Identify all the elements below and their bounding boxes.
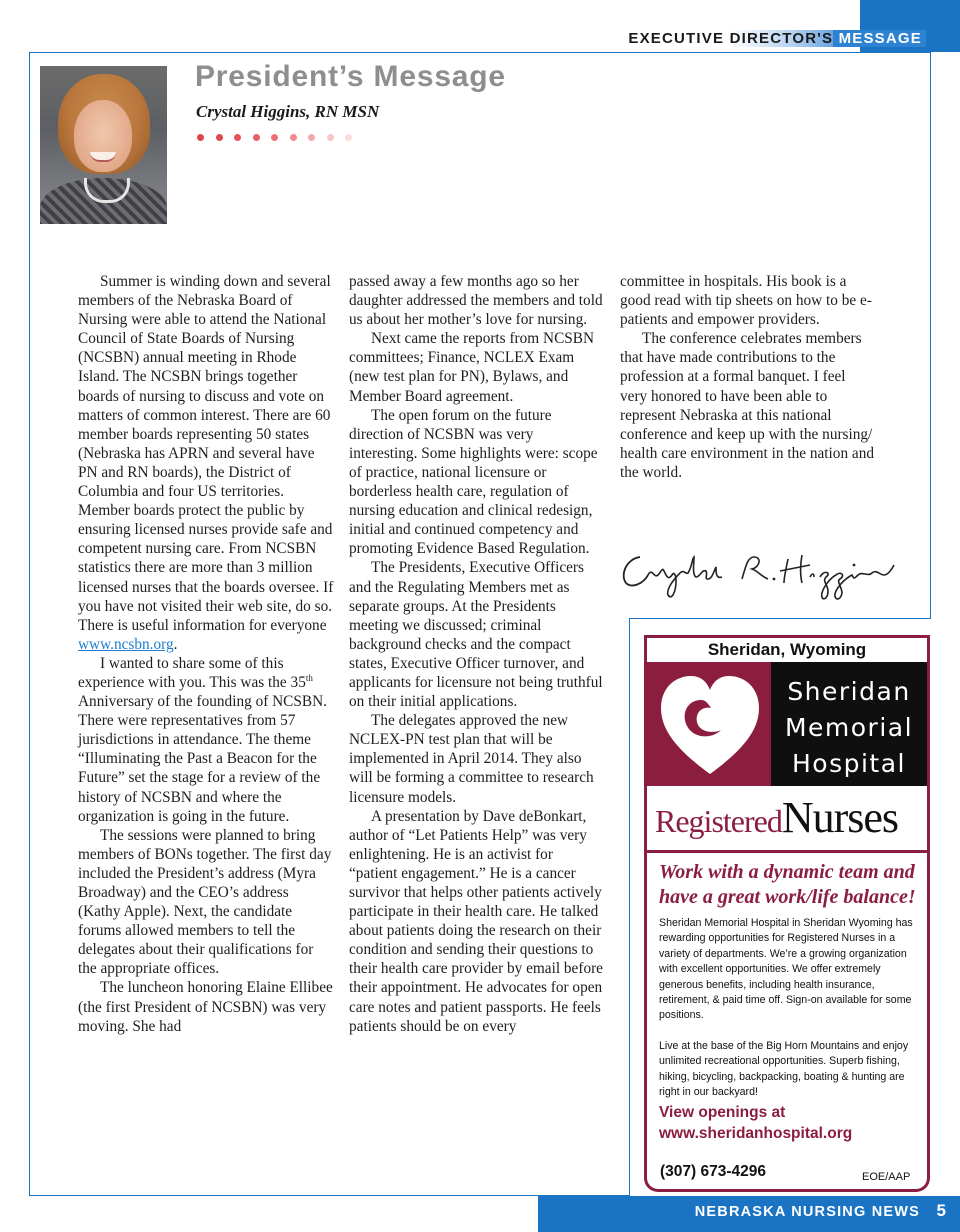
section-header-part2: DIRECTOR'S (729, 30, 834, 47)
paragraph: passed away a few months ago so her daughter addressed the members and told us about her mother’s love for nursing. (349, 273, 603, 329)
ad-location: Sheridan, Wyoming (707, 640, 867, 659)
paragraph: The Presidents, Executive Officers and the Regulating Members met as separate groups. At the Presidents meeting we discussed; criminal background checks and the compact states, Executive Officer turnover, and applicants for licensure not being truthful on their initial applications. (349, 559, 603, 711)
decorative-dot (290, 134, 297, 141)
ad-cta-line: View openings at (659, 1104, 786, 1121)
paragraph: A presentation by Dave deBonkart, author of “Let Patients Help” was very enlightening. He is an activist for “patient engagement.” He is a cancer survivor that helps other patients actively participate in their health care. He talked about patients doing the research on their condition and sending their questions to their health care provider by email before their appointment. He advocates for open care notes and patient passports. He feels patients should be on every (349, 807, 603, 1035)
decorative-dot (197, 134, 204, 141)
signature (618, 545, 904, 607)
section-header-part1: EXECUTIVE (628, 30, 730, 47)
decorative-dot (308, 134, 315, 141)
ad-call-to-action (659, 1102, 921, 1144)
decorative-dot (345, 134, 352, 141)
paragraph: The luncheon honoring Elaine Ellibee (the first President of NCSBN) was very moving. She had (78, 979, 333, 1035)
ad-registered-nurses: RegisteredNurses (655, 793, 899, 842)
paragraph: Next came the reports from NCSBN committees; Finance, NCLEX Exam (new test plan for PN), Bylaws, and Member Board agreement. (349, 330, 595, 405)
hospital-advertisement (644, 635, 930, 1167)
section-header-part3: MESSAGE (833, 30, 926, 47)
text-column-2 (349, 272, 605, 1036)
paragraph: I wanted to share some of this experience with you. This was the 35th Anniversary of the founding of NCSBN. There were representatives from 57 jurisdictions in attendance. The theme “Illuminating the Past a Beacon for the Future” set the stage for a review of the history of NCSBN and where the organization is going in the future. (78, 654, 327, 825)
hospital-name: Sheridan Memorial Hospital (784, 677, 914, 778)
ad-body-paragraph: Live at the base of the Big Horn Mountains and enjoy unlimited recreational opportunities. Superb fishing, hiking, bicycling, backpacking, boating & hunting are right in our backyard! (659, 1039, 909, 1099)
decorative-dot (234, 134, 241, 141)
decorative-dot (327, 134, 334, 141)
author-photo (40, 66, 167, 224)
paragraph: The open forum on the future direction of NCSBN was very interesting. Some highlights were: scope of practice, national licensure or borderless health care, regulation of nursing education and clinical redesign, initial and continued competency and promoting Evidence Based Regulation. (349, 406, 598, 558)
ad-divider (647, 850, 927, 853)
decorative-dot (253, 134, 260, 141)
section-header (628, 30, 926, 47)
text-column-1 (78, 272, 334, 1036)
paragraph: The sessions were planned to bring members of BONs together. The first day included the President’s address (Myra Broadway) and the CEO’s address (Kathy Apple). Next, the candidate forums allowed members to tell the delegates about their qualifications for the appropriate offices. (78, 826, 332, 978)
paragraph: The delegates approved the new NCLEX-PN test plan that will be implemented in April 2014. They also will be forming a committee to research licensure models. (349, 712, 594, 806)
ncsbn-link[interactable]: www.ncsbn.org (78, 635, 174, 653)
heart-logo-icon (657, 670, 763, 778)
decorative-dot (216, 134, 223, 141)
paragraph: The conference celebrates members that have made contributions to the profession at a formal banquet. I feel very honored to have been able to represent Nebraska at this national conference and keep up with the nursing/ health care environment in the nation and the world. (620, 330, 875, 481)
decorative-dots (197, 134, 352, 141)
paragraph: Summer is winding down and several members of the Nebraska Board of Nursing were able to attend the National Council of State Boards of Nursing (NCSBN) annual meeting in Rhode Island. The NCSBN brings together boards of nursing to discuss and vote on matters of common interest. There are 60 member boards representing 50 states (Nebraska has APRN and several have PN and RN boards), the District of Columbia and four US territories. Member boards protect the public by ensuring licensed nurses provide safe and competent nursing care. From NCSBN statistics there are more than 3 million licensed nurses that the boards oversee. If you have not visited their web site, do so. There is useful information for everyone www.ncsbn.org. (78, 273, 334, 653)
decorative-dot (271, 134, 278, 141)
text-column-3 (620, 272, 876, 482)
ad-body (659, 916, 921, 1115)
article-title: President’s Message (195, 60, 506, 93)
page-number: 5 (936, 1201, 946, 1220)
ad-eoe: EOE/AAP (862, 1171, 911, 1183)
article-author: Crystal Higgins, RN MSN (196, 102, 380, 121)
ad-phone: (307) 673-4296 (660, 1163, 766, 1180)
ad-website-link[interactable]: www.sheridanhospital.org (659, 1125, 853, 1142)
ad-headline: Work with a dynamic team and have a great work/life balance! (659, 861, 916, 908)
publication-name: NEBRASKA NURSING NEWS (694, 1204, 920, 1220)
page-footer (538, 1196, 960, 1232)
ad-body-paragraph: Sheridan Memorial Hospital in Sheridan Wyoming has rewarding opportunities for Registered Nurses in a variety of departments. We’re a growing organization with excellent opportunities. We offer extremely generous benefits, including health insurance, retirement, & paid time off. Sign-on available for some positions. (659, 917, 913, 1022)
ad-banner (647, 662, 927, 786)
paragraph: committee in hospitals. His book is a good read with tip sheets on how to be e-patients and empower providers. (620, 273, 872, 329)
